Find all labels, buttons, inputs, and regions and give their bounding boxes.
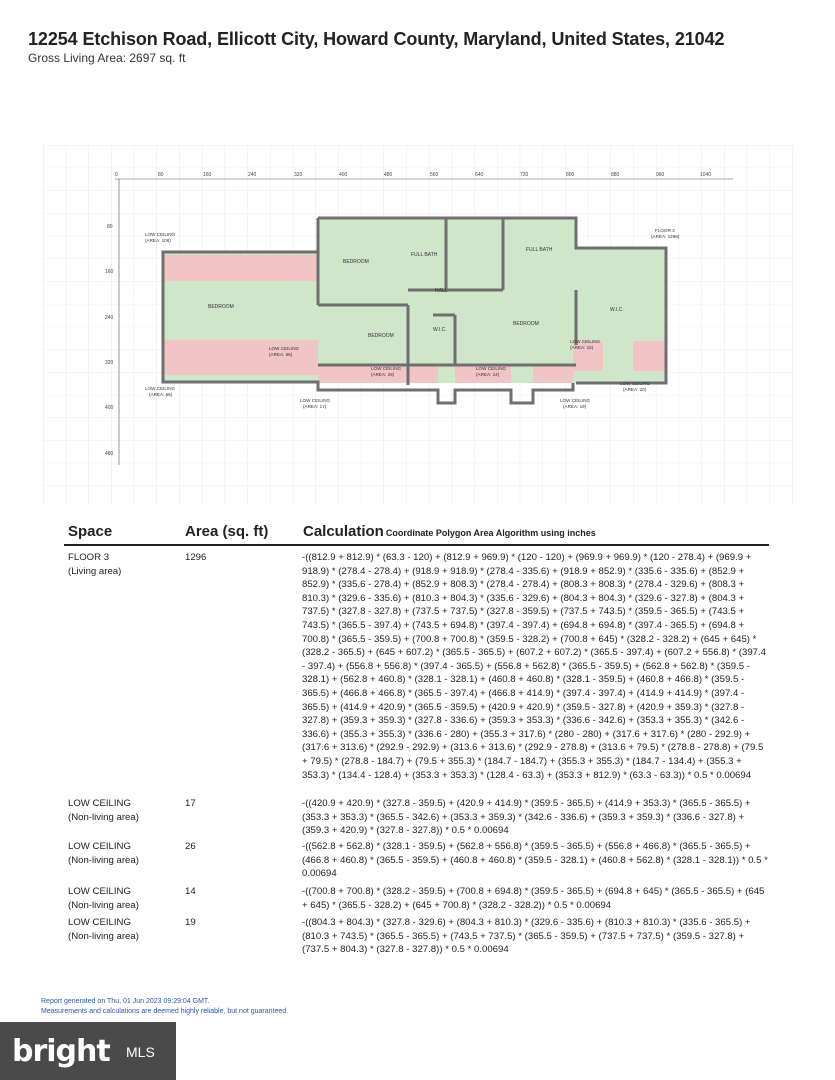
label-low-ceiling: LOW CEILING bbox=[300, 398, 331, 403]
ruler-x-tick: 960 bbox=[656, 172, 665, 178]
label-low-ceiling-area: (AREA: 20) bbox=[623, 387, 647, 392]
ruler-x-tick: 160 bbox=[203, 172, 212, 178]
label-low-ceiling-area: (AREA: 14) bbox=[476, 372, 500, 377]
row-space bbox=[68, 885, 178, 912]
label-low-ceiling: LOW CEILING bbox=[570, 339, 601, 344]
room-full-bath: FULL BATH bbox=[526, 247, 553, 253]
label-low-ceiling-area: (AREA: 26) bbox=[371, 372, 395, 377]
label-low-ceiling-area: (AREA: 17) bbox=[303, 404, 327, 409]
row-space bbox=[68, 916, 178, 943]
label-low-ceiling: LOW CEILING bbox=[560, 398, 591, 403]
row-calculation: -((812.9 + 812.9) * (63.3 - 120) + (812.9 + 969.9) * (120 - 120) + (969.9 + 969.9) * (120 - 278.4) + (969.9 + 918.9) * (278.4 - 278.4) + (918.9 + 918.9) * (278.4 - 335.6) + (918.9 + 852.9) * (335.6 - 335.6) + (852.9 + 852.9) * (335.6 - 278.4) + (852.9 + 808.3) * (278.4 - 278.4) + (808.3 + 808.3) * (278.4 - 329.6) + (808.3 + 810.3) * (329.6 - 335.6) + (810.3 + 804.3) * (335.6 - 329.6) + (804.3 + 804.3) * (329.6 - 327.8) + (804.3 + 737.5) * (327.8 - 327.8) + (737.5 + 737.5) * (327.8 - 359.5) + (737.5 + 743.5) * (359.5 - 365.5) + (743.5 + 743.5) * (365.5 - 397.4) + (743.5 + 694.8) * (397.4 - 397.4) + (694.8 + 694.8) * (397.4 - 365.5) + (694.8 + 700.8) * (365.5 - 359.5) + (700.8 + 700.8) * (359.5 - 328.2) + (700.8 + 645) * (328.2 - 328.2) + (645 + 645) * (328.2 - 365.5) + (645 + 607.2) * (365.5 - 365.5) + (607.2 + 607.2) * (365.5 - 397.4) + (607.2 + 556.8) * (397.4 - 397.4) + (556.8 + 556.8) * (397.4 - 365.5) + (556.8 + 562.8) * (365.5 - 359.5) + (562.8 + 562.8) * (359.5 - 328.1) + (562.8 + 460.8) * (328.1 - 328.1) + (460.8 + 460.8) * (328.1 - 359.5) + (460.8 + 466.8) * (359.5 - 365.5) + (466.8 + 466.8) * (365.5 - 397.4) + (466.8 + 414.9) * (397.4 - 397.4) + (414.9 + 414.9) * (397.4 - 365.5) + (414.9 + 420.9) * (365.5 - 359.5) + (420.9 + 420.9) * (359.5 - 327.8) + (420.9 + 359.3) * (327.8 - 327.8) + (359.3 + 359.3) * (327.8 - 336.6) + (359.3 + 353.3) * (336.6 - 342.6) + (353.3 + 355.3) * (342.6 - 336.6) + (355.3 + 355.3) * (336.6 - 280) + (355.3 + 317.6) * (280 - 280) + (317.6 + 317.6) * (280 - 292.9) + (317.6 + 313.6) * (292.9 - 292.9) + (313.6 + 313.6) * (292.9 - 278.8) + (313.6 + 79.5) * (278.8 - 278.8) + (79.5 + 79.5) * (278.8 - 184.7) + (79.5 + 355.3) * (184.7 - 184.7) + (355.3 + 355.3) * (184.7 - 134.4) + (355.3 + 353.3) * (134.4 - 128.4) + (353.3 + 353.3) * (128.4 - 63.3) + (353.3 + 812.9) * (63.3 - 63.3)) * 0.5 * 0.00694 bbox=[302, 552, 767, 781]
ruler-x-tick: 560 bbox=[430, 172, 439, 178]
col-space-header: Space bbox=[68, 523, 113, 540]
ruler-x-tick: 480 bbox=[384, 172, 393, 178]
col-calc-subtitle: Coordinate Polygon Area Algorithm using inches bbox=[385, 528, 596, 538]
room-full-bath: FULL BATH bbox=[411, 252, 438, 258]
ruler-x-tick: 800 bbox=[566, 172, 575, 178]
label-floor3-area: (AREA: 1296) bbox=[651, 234, 680, 239]
label-low-ceiling: LOW CEILING bbox=[145, 232, 176, 237]
row-calculation: -((420.9 + 420.9) * (327.8 - 359.5) + (420.9 + 414.9) * (359.5 - 365.5) + (414.9 + 353.3) * (365.5 - 365.5) + (353.3 + 353.3) * (365.5 - 342.6) + (353.3 + 359.3) * (342.6 - 336.6) + (359.3 + 359.3) * (336.6 - 327.8) + (359.3 + 420.9) * (327.8 - 327.8)) * 0.5 * 0.00694 bbox=[302, 798, 751, 837]
logo-mls: MLS bbox=[126, 1044, 155, 1060]
ruler-x-tick: 1040 bbox=[700, 172, 712, 178]
label-low-ceiling: LOW CEILING bbox=[476, 366, 507, 371]
space-name: LOW CEILING bbox=[68, 917, 131, 928]
row-area: 17 bbox=[185, 798, 196, 809]
label-floor3: FLOOR 3 bbox=[655, 228, 675, 233]
label-low-ceiling: LOW CEILING bbox=[269, 346, 300, 351]
col-calc-title: Calculation bbox=[303, 523, 384, 540]
room-bedroom: BEDROOM bbox=[343, 259, 369, 265]
table-header-rule bbox=[64, 544, 769, 546]
table-header bbox=[68, 523, 768, 545]
space-name: LOW CEILING bbox=[68, 886, 131, 897]
space-type: (Living area) bbox=[68, 565, 122, 577]
bright-mls-logo bbox=[0, 1022, 176, 1080]
floor-plan bbox=[43, 145, 794, 505]
room-bedroom: BEDROOM bbox=[368, 333, 394, 339]
label-low-ceiling: LOW CEILING bbox=[371, 366, 402, 371]
label-low-ceiling: LOW CEILING bbox=[145, 386, 176, 391]
ruler-y-tick: 160 bbox=[105, 269, 114, 275]
row-space bbox=[68, 797, 178, 824]
row-area: 1296 bbox=[185, 552, 207, 563]
row-area: 14 bbox=[185, 886, 196, 897]
space-type: (Non-living area) bbox=[68, 899, 139, 911]
footer-generated: Report generated on Thu, 01 Jun 2023 09:29:04 GMT. bbox=[41, 998, 210, 1005]
col-area-header: Area (sq. ft) bbox=[185, 523, 269, 540]
report-footer bbox=[41, 997, 288, 1017]
label-low-ceiling: LOW CEILING bbox=[620, 381, 651, 386]
ruler-x-tick: 640 bbox=[475, 172, 484, 178]
label-low-ceiling-area: (AREA: 56) bbox=[149, 392, 173, 397]
col-calc-header bbox=[303, 523, 596, 540]
label-low-ceiling-area: (AREA: 108) bbox=[145, 238, 171, 243]
ruler-x-tick: 320 bbox=[294, 172, 303, 178]
gross-living-area: Gross Living Area: 2697 sq. ft bbox=[28, 51, 186, 65]
room-bedroom: BEDROOM bbox=[513, 321, 539, 327]
row-space bbox=[68, 551, 178, 578]
space-type: (Non-living area) bbox=[68, 811, 139, 823]
footer-disclaimer: Measurements and calculations are deemed highly reliable, but not guaranteed. bbox=[41, 1008, 289, 1015]
ruler-x-tick: 240 bbox=[248, 172, 257, 178]
ruler-x-tick: 720 bbox=[520, 172, 529, 178]
row-area: 19 bbox=[185, 917, 196, 928]
space-name: LOW CEILING bbox=[68, 841, 131, 852]
logo-brand: bright bbox=[12, 1034, 110, 1069]
row-calculation: -((562.8 + 562.8) * (328.1 - 359.5) + (562.8 + 556.8) * (359.5 - 365.5) + (556.8 + 466.8) * (365.5 - 365.5) + (466.8 + 460.8) * (365.5 - 359.5) + (460.8 + 460.8) * (359.5 - 328.1) + (460.8 + 562.8) * (328.1 - 328.1)) * 0.5 * 0.00694 bbox=[302, 841, 768, 880]
ruler-y-tick: 240 bbox=[105, 315, 114, 321]
label-low-ceiling-area: (AREA: 16) bbox=[570, 345, 594, 350]
row-calculation: -((804.3 + 804.3) * (327.8 - 329.6) + (804.3 + 810.3) * (329.6 - 335.6) + (810.3 + 810.3) * (335.6 - 365.5) + (810.3 + 743.5) * (365.5 - 365.5) + (743.5 + 737.5) * (365.5 - 359.5) + (737.5 + 737.5) * (359.5 - 327.8) + (737.5 + 804.3) * (327.8 - 327.8)) * 0.5 * 0.00694 bbox=[302, 917, 751, 956]
label-low-ceiling-area: (AREA: 65) bbox=[269, 352, 293, 357]
ruler-y-tick: 80 bbox=[107, 224, 113, 230]
room-bedroom: BEDROOM bbox=[208, 304, 234, 310]
label-low-ceiling-area: (AREA: 19) bbox=[563, 404, 587, 409]
ruler-x-tick: 880 bbox=[611, 172, 620, 178]
ruler-x-tick: 80 bbox=[158, 172, 164, 178]
space-name: FLOOR 3 bbox=[68, 552, 110, 563]
space-type: (Non-living area) bbox=[68, 930, 139, 942]
row-space bbox=[68, 840, 178, 867]
ruler-x-tick: 0 bbox=[115, 172, 118, 178]
ruler-y-tick: 480 bbox=[105, 451, 114, 457]
row-area: 26 bbox=[185, 841, 196, 852]
room-wic: W.I.C. bbox=[433, 327, 447, 333]
space-type: (Non-living area) bbox=[68, 854, 139, 866]
ruler-y-tick: 400 bbox=[105, 405, 114, 411]
ruler-y-tick: 320 bbox=[105, 360, 114, 366]
row-calculation: -((700.8 + 700.8) * (328.2 - 359.5) + (700.8 + 694.8) * (359.5 - 365.5) + (694.8 + 645) * (365.5 - 365.5) + (645 + 645) * (365.5 - 328.2) + (645 + 700.8) * (328.2 - 328.2)) * 0.5 * 0.00694 bbox=[302, 886, 765, 911]
ruler-x-tick: 400 bbox=[339, 172, 348, 178]
report-address-title: 12254 Etchison Road, Ellicott City, Howard County, Maryland, United States, 21042 bbox=[28, 29, 725, 49]
room-hall: HALL bbox=[435, 288, 448, 294]
room-wic: W.I.C. bbox=[610, 307, 624, 313]
space-name: LOW CEILING bbox=[68, 798, 131, 809]
